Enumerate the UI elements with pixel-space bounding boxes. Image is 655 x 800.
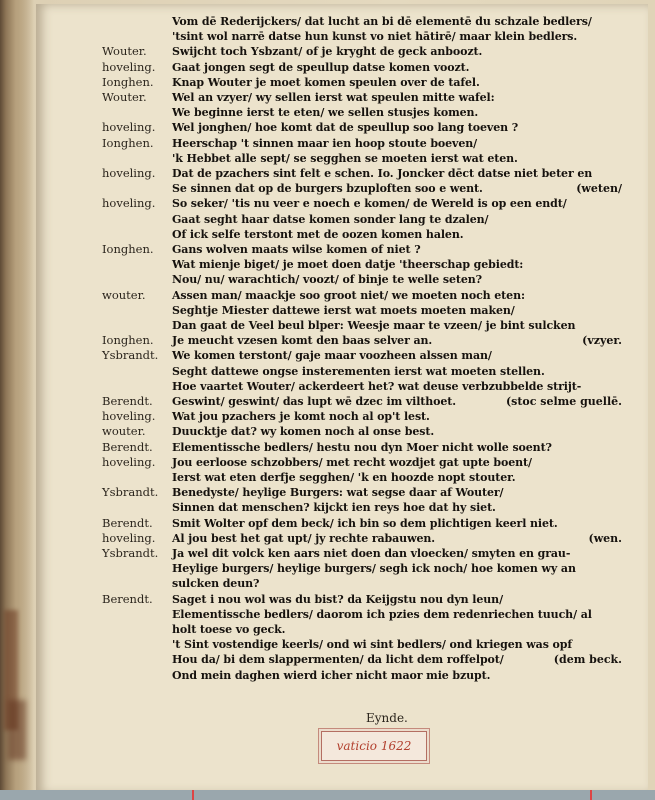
verse-text: Geswint/ geswint/ das lupt wē dzec im vilthoet.	[172, 395, 457, 408]
verse-text: 'tsint wol narrē datse hun kunst vo niet hātirē/ maar klein bedlers.	[172, 30, 578, 44]
verse-text: Assen man/ maackje soo groot niet/ we moeten noch eten:	[172, 288, 525, 302]
text-line	[36, 181, 648, 196]
verse-text: 't Sint vostendige keerls/ ond wi sint bedlers/ ond kriegen was opf	[172, 638, 572, 652]
text-line	[36, 424, 648, 439]
text-line	[36, 561, 648, 576]
verse-text: We komen terstont/ gaje maar voozheen alssen man/	[172, 349, 492, 363]
text-line	[36, 668, 648, 683]
speaker-label: Berendt.	[102, 394, 153, 408]
line-continuation: (vzyer.	[582, 334, 622, 348]
text-line	[36, 257, 648, 272]
verse-text: sulcken deun?	[172, 577, 260, 591]
verse-text: Of ick selfe terstont met de oozen komen halen.	[172, 227, 464, 241]
verse-text: Je meucht vzesen komt den baas selver an.	[172, 334, 433, 348]
verse-text: Hoe vaartet Wouter/ ackerdeert het? wat deuse verbzubbelde strijt-	[172, 379, 582, 393]
text-line	[36, 288, 648, 303]
printed-page	[36, 4, 648, 794]
verse-text: Al jou best het gat upt/ jy rechte rabauwen.	[172, 531, 435, 545]
speaker-label: wouter.	[102, 287, 146, 302]
verse-text: Hou da/ bi dem slappermenten/ da licht dem roffelpot/	[172, 653, 504, 667]
text-line	[36, 136, 648, 151]
verse-text: Wel an vzyer/ wy sellen ierst wat speulen mitte wafel:	[172, 91, 495, 104]
verse-text: Swijcht toch Ysbzant/ of je kryght de geck anboozt.	[172, 45, 483, 59]
text-line	[36, 60, 648, 75]
color-bar-tick	[590, 790, 592, 800]
text-line	[36, 364, 648, 379]
text-line	[36, 531, 648, 546]
text-line	[36, 105, 648, 120]
verse-text: Jou eerloose schzobbers/ met recht wozdjet gat upte boent/	[172, 455, 532, 469]
ending-text: Eynde.	[366, 711, 408, 725]
text-line	[36, 440, 648, 455]
verse-text: 'k Hebbet alle sept/ se segghen se moeten ierst wat eten.	[172, 151, 518, 165]
verse-text: Ja wel dit volck ken aars niet doen dan vloecken/ smyten en grau-	[172, 547, 571, 560]
speaker-label: hoveling.	[102, 530, 156, 545]
line-continuation: (dem beck.	[553, 653, 622, 667]
text-line	[36, 272, 648, 287]
verse-text: Duucktje dat? wy komen noch al onse best.	[172, 425, 435, 439]
verse-text: Benedyste/ heylige Burgers: wat segse daar af Wouter/	[172, 486, 504, 500]
verse-text: Dat de pzachers sint felt e schen. Io. Joncker dēct datse niet beter en	[172, 167, 593, 180]
verse-text: Gaat seght haar datse komen sonder lang te dzalen/	[172, 212, 489, 226]
text-line	[36, 227, 648, 242]
text-line	[36, 75, 648, 90]
text-line	[36, 394, 648, 409]
text-line	[36, 500, 648, 515]
verse-text: Wat jou pzachers je komt noch al op't lest.	[172, 410, 430, 424]
text-line	[36, 348, 648, 363]
verse-text: holt toese vo geck.	[172, 623, 286, 636]
text-line	[36, 516, 648, 531]
stamp-text: vaticio 1622	[336, 739, 412, 753]
speaker-label: Berendt.	[102, 591, 153, 606]
verse-text: Elementissche bedlers/ daorom ich pzies dem redenriechen tuuch/ al	[172, 607, 592, 621]
verse-text: Ond mein daghen wierd icher nicht maor mie bzupt.	[172, 668, 491, 682]
text-line	[36, 485, 648, 500]
text-line	[36, 318, 648, 333]
text-line	[36, 212, 648, 227]
verse-text: Elementissche bedlers/ hestu nou dyn Moer nicht wolle soent?	[172, 440, 552, 454]
text-line	[36, 303, 648, 318]
text-line	[36, 333, 648, 348]
text-line	[36, 470, 648, 485]
library-stamp	[321, 731, 427, 761]
text-line	[36, 652, 648, 667]
text-line	[36, 166, 648, 181]
verse-text: Dan gaat de Veel beul blper: Weesje maar te vzeen/ je bint sulcken	[172, 319, 576, 332]
speaker-label: Ionghen.	[102, 242, 154, 256]
color-bar-tick	[192, 790, 194, 800]
speaker-label: Wouter.	[102, 90, 147, 104]
speaker-label: hoveling.	[102, 454, 156, 469]
text-line	[36, 576, 648, 591]
text-line	[36, 455, 648, 470]
speaker-label: Ysbrandt.	[102, 348, 159, 363]
speaker-label: Ionghen.	[102, 333, 154, 348]
speaker-label: hoveling.	[102, 166, 156, 180]
verse-text: Seghtje Miester dattewe ierst wat moets moeten maken/	[172, 303, 515, 317]
verse-text: Seght dattewe ongse insterementen ierst wat moeten stellen.	[172, 364, 545, 378]
speaker-label: Ysbrandt.	[102, 485, 159, 500]
verse-text: Gaat jongen segt de speullup datse komen voozt.	[172, 60, 470, 74]
text-line	[36, 44, 648, 59]
verse-text: Smit Wolter opf dem beck/ ich bin so dem plichtigen keerl niet.	[172, 516, 558, 530]
speaker-label: Berendt.	[102, 439, 153, 454]
verse-text: Sinnen dat menschen? kijckt ien reys hoe dat hy siet.	[172, 501, 496, 515]
text-line	[36, 546, 648, 561]
scan-bottom-edge	[0, 790, 655, 800]
text-line	[36, 607, 648, 622]
text-line	[36, 120, 648, 135]
verse-text: Knap Wouter je moet komen speulen over de tafel.	[172, 75, 480, 89]
verse-text: Wel jonghen/ hoe komt dat de speullup soo lang toeven ?	[172, 121, 519, 135]
text-line	[36, 592, 648, 607]
verse-text: We beginne ierst te eten/ we sellen stusjes komen.	[172, 106, 479, 120]
text-line	[36, 242, 648, 257]
line-continuation: (wen.	[588, 531, 622, 545]
speaker-label: hoveling.	[102, 59, 156, 74]
speaker-label: hoveling.	[102, 196, 156, 211]
text-line	[36, 90, 648, 105]
speaker-label: hoveling.	[102, 409, 156, 424]
text-line	[36, 14, 648, 29]
text-line	[36, 409, 648, 424]
speaker-label: hoveling.	[102, 120, 156, 135]
text-line	[36, 622, 648, 637]
text-line	[36, 379, 648, 394]
line-continuation: (stoc selme guellē.	[505, 395, 622, 408]
verse-text: Gans wolven maats wilse komen of niet ?	[172, 243, 421, 256]
verse-text: So seker/ 'tis nu veer e noech e komen/ de Wereld is op een endt/	[172, 197, 567, 211]
verse-text: Heylige burgers/ heylige burgers/ segh ick noch/ hoe komen wy an	[172, 562, 576, 576]
speaker-label: wouter.	[102, 424, 146, 439]
page-stain	[8, 700, 26, 760]
speaker-label: Wouter.	[102, 44, 147, 59]
verse-text: Vom dē Rederijckers/ dat lucht an bi dē elementē du schzale bedlers/	[172, 15, 592, 28]
speaker-label: Ysbrandt.	[102, 546, 159, 560]
text-line	[36, 29, 648, 44]
text-line	[36, 151, 648, 166]
text-line	[36, 637, 648, 652]
speaker-label: Ionghen.	[102, 135, 154, 150]
verse-text: Ierst wat eten derfje segghen/ 'k en hoozde nopt stouter.	[172, 471, 516, 484]
speaker-label: Ionghen.	[102, 74, 154, 89]
verse-text: Nou/ nu/ warachtich/ voozt/ of binje te welle seten?	[172, 273, 482, 287]
line-continuation: (weten/	[576, 182, 622, 196]
verse-text: Saget i nou wol was du bist? da Keijgstu nou dyn leun/	[172, 592, 503, 606]
text-line	[36, 196, 648, 211]
verse-text: Se sinnen dat op de burgers bzuploften soo e went.	[172, 182, 483, 196]
speaker-label: Berendt.	[102, 515, 153, 530]
verse-text: Heerschap 't sinnen maar ien hoop stoute boeven/	[172, 136, 478, 150]
verse-text: Wat mienje biget/ je moet doen datje 'theerschap gebiedt:	[172, 258, 524, 272]
